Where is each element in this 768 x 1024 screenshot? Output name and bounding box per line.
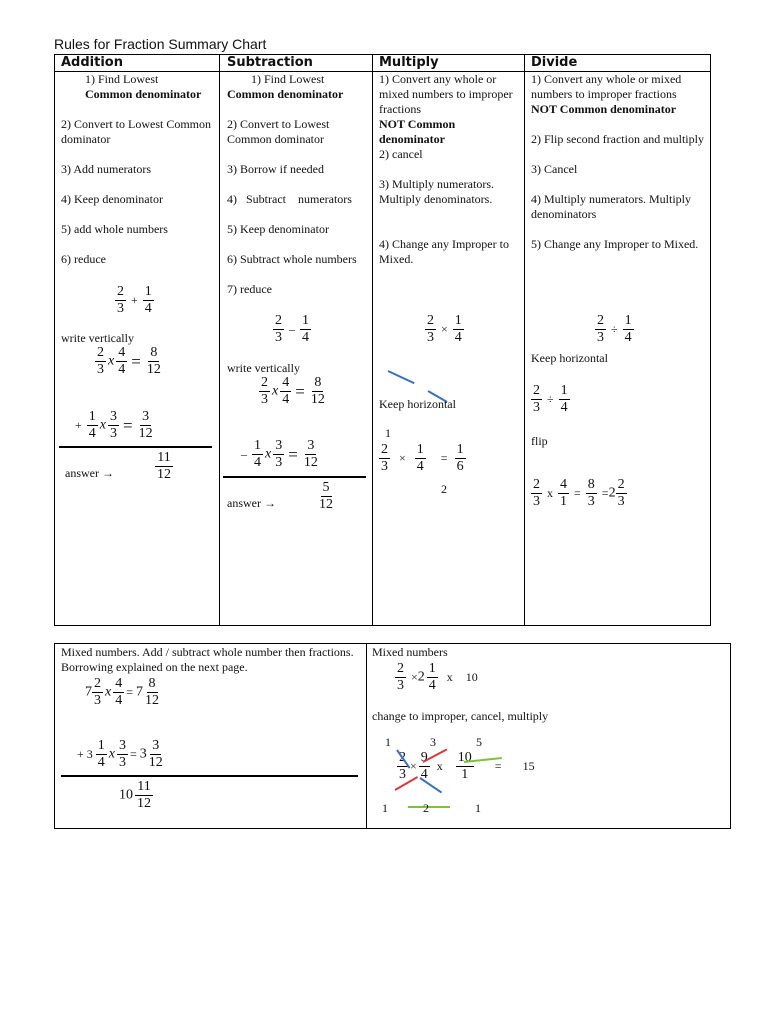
fraction: $\frac{1}{4}$ (97, 738, 105, 770)
fraction: $\frac{2}{3}$ (399, 750, 406, 782)
fraction: $\frac{2}{3}$ (275, 313, 282, 345)
fraction: $\frac{11}{12}$ (157, 450, 171, 482)
header-subtraction: Subtraction (227, 55, 313, 70)
fraction: $\frac{3}{3}$ (275, 438, 283, 470)
fraction: $\frac{1}{4}$ (88, 409, 96, 441)
multiply-cancel-top: 1 (385, 426, 391, 440)
mixed-multiply-title: Mixed numbers (372, 645, 448, 659)
multiply-keep-horizontal: Keep horizontal (379, 397, 456, 411)
fraction: $\frac{1}{4}$ (254, 438, 261, 470)
multiply-step-3: 3) Multiply numerators. Multiply denominators. (379, 177, 494, 206)
addition-step-1: 1) Find Lowest (85, 72, 159, 86)
fraction: $\frac{3}{12}$ (303, 438, 318, 470)
fraction: $\frac{2}{3}$ (117, 284, 124, 316)
subtraction-step-6: 6) Subtract whole numbers (227, 252, 357, 266)
mixed-add-line-2: + 3 $\frac{1}{4}$ x $\frac{3}{3}$ = 3 $\frac{3}{12}$ (77, 738, 163, 770)
fraction: $\frac{4}{4}$ (115, 676, 123, 708)
fraction: $\frac{2}{3}$ (617, 477, 625, 509)
fraction: $\frac{2}{3}$ (533, 383, 540, 415)
fraction: $\frac{4}{1}$ (560, 477, 567, 509)
subtraction-difference-line (223, 476, 366, 478)
cancel-top-2: 3 (430, 735, 436, 749)
fraction: $\frac{8}{12}$ (146, 345, 161, 377)
mixed-cancel-expression: $\frac{2}{3}$ × $\frac{9}{4}$ x $\frac{10}{1}$ = 15 (399, 750, 535, 782)
fraction: $\frac{1}{4}$ (302, 313, 309, 345)
fraction-rules-table (54, 54, 711, 626)
addition-step-2: 2) Convert to Lowest Common dominator (61, 117, 211, 146)
page-title: Rules for Fraction Summary Chart (54, 36, 267, 52)
divide-flip-example: $\frac{2}{3}$ x $\frac{4}{1}$ = $\frac{8}{3}$ =2 $\frac{2}{3}$ (533, 477, 625, 509)
subtraction-step-1: 1) Find Lowest (251, 72, 325, 86)
fraction: $\frac{11}{12}$ (137, 779, 151, 811)
subtraction-vertical-line-2: – $\frac{1}{4}$ x $\frac{3}{3}$ = $\frac{3}{12}$ (241, 438, 318, 470)
subtraction-step-2: 2) Convert to Lowest Common dominator (227, 117, 330, 146)
subtraction-vertical-line-1: $\frac{2}{3}$ x $\frac{4}{4}$ = $\frac{8}{12}$ (261, 375, 325, 407)
divide-step-4: 4) Multiply numerators. Multiply denominators (531, 192, 691, 221)
subtraction-answer (315, 480, 337, 513)
fraction: $\frac{2}{3}$ (397, 661, 404, 693)
mixed-add-subtract-text: Mixed numbers. Add / subtract whole number then fractions. Borrowing explained on the next page. (61, 645, 354, 674)
subtraction-step-3: 3) Borrow if needed (227, 162, 324, 176)
subtraction-steps (227, 72, 369, 297)
addition-vertical-line-2: + $\frac{1}{4}$ x $\frac{3}{3}$ = $\frac{3}{12}$ (75, 409, 153, 441)
cancel-top-3: 5 (476, 735, 482, 749)
fraction: $\frac{4}{4}$ (282, 375, 290, 407)
fraction: $\frac{1}{4}$ (428, 661, 436, 693)
addition-vertical-line-1: $\frac{2}{3}$ x $\frac{4}{4}$ = $\frac{8}{12}$ (97, 345, 161, 377)
fraction: $\frac{1}{6}$ (456, 442, 464, 474)
fraction: $\frac{1}{4}$ (560, 383, 568, 415)
cancel-bottom-1: 1 (382, 801, 388, 815)
multiply-step-1-bold: NOT Common denominator (379, 117, 456, 146)
fraction: $\frac{1}{4}$ (454, 313, 462, 345)
mixed-multiply-expression: $\frac{2}{3}$ ×2 $\frac{1}{4}$ x 10 (397, 661, 478, 693)
multiply-cancel-example: $\frac{2}{3}$ × $\frac{1}{4}$ = $\frac{1}{6}$ (381, 442, 464, 474)
multiply-example: $\frac{2}{3}$ × $\frac{1}{4}$ (427, 313, 462, 345)
multiply-cancel-mark (388, 370, 415, 384)
fraction: $\frac{5}{12}$ (319, 480, 333, 512)
subtraction-step-4: 4) Subtract numerators (227, 192, 352, 206)
addition-steps (61, 72, 217, 267)
subtraction-step-5: 5) Keep denominator (227, 222, 329, 236)
subtraction-example: $\frac{2}{3}$ – $\frac{1}{4}$ (275, 313, 309, 345)
mixed-numbers-table (54, 643, 731, 829)
cancel-stroke-green (408, 806, 450, 808)
fraction: $\frac{8}{3}$ (587, 477, 595, 509)
multiply-step-4: 4) Change any Improper to Mixed. (379, 237, 509, 266)
subtraction-step-1-bold: Common denominator (227, 87, 344, 101)
divide-step-2: 2) Flip second fraction and multiply (531, 132, 704, 146)
subtraction-write-vertically: write vertically (227, 361, 300, 375)
divide-step-1-bold: NOT Common denominator (531, 102, 677, 116)
fraction: $\frac{2}{3}$ (597, 313, 604, 345)
addition-example: $\frac{2}{3}$ + $\frac{1}{4}$ (117, 284, 152, 316)
addition-step-6: 6) reduce (61, 252, 106, 266)
fraction: $\frac{1}{4}$ (624, 313, 632, 345)
mixed-add-answer: 10 $\frac{11}{12}$ (119, 779, 151, 811)
subtraction-answer-label: answer → (227, 496, 276, 510)
header-divide: Divide (531, 55, 578, 70)
cancel-top-1: 1 (385, 735, 391, 749)
mixed-multiply-instruction: change to improper, cancel, multiply (372, 709, 549, 723)
multiply-step-1: 1) Convert any whole or mixed numbers to improper fractions (379, 72, 513, 116)
fraction: $\frac{2}{3}$ (533, 477, 540, 509)
fraction: $\frac{8}{12}$ (145, 676, 159, 708)
fraction: $\frac{4}{4}$ (118, 345, 126, 377)
divide-horizontal-example: $\frac{2}{3}$ ÷ $\frac{1}{4}$ (533, 383, 568, 415)
divide-step-3: 3) Cancel (531, 162, 578, 176)
addition-step-3: 3) Add numerators (61, 162, 151, 176)
divide-example: $\frac{2}{3}$ ÷ $\frac{1}{4}$ (597, 313, 632, 345)
fraction: $\frac{2}{3}$ (427, 313, 434, 345)
addition-step-4: 4) Keep denominator (61, 192, 163, 206)
divide-steps (531, 72, 709, 252)
fraction: $\frac{3}{12}$ (148, 738, 163, 770)
divide-step-1: 1) Convert any whole or mixed numbers to improper fractions (531, 72, 682, 101)
addition-step-5: 5) add whole numbers (61, 222, 168, 236)
fraction: $\frac{2}{3}$ (381, 442, 388, 474)
multiply-steps (379, 72, 519, 267)
fraction: $\frac{3}{3}$ (110, 409, 117, 441)
cancel-bottom-2: 2 (423, 801, 429, 815)
header-multiply: Multiply (379, 55, 439, 70)
fraction: $\frac{2}{3}$ (94, 676, 101, 708)
fraction: $\frac{1}{4}$ (144, 284, 152, 316)
subtraction-step-7: 7) reduce (227, 282, 272, 296)
addition-answer (153, 450, 175, 483)
fraction: $\frac{3}{12}$ (138, 409, 153, 441)
divide-step-5: 5) Change any Improper to Mixed. (531, 237, 699, 251)
fraction: $\frac{10}{1}$ (457, 750, 472, 782)
multiply-cancel-bottom: 2 (441, 482, 447, 496)
addition-sum-line (59, 446, 212, 448)
fraction: $\frac{1}{4}$ (416, 442, 424, 474)
header-addition: Addition (61, 55, 123, 70)
addition-step-1-bold: Common denominator (85, 87, 202, 101)
mixed-sum-line (61, 775, 358, 777)
addition-write-vertically: write vertically (61, 331, 134, 345)
divide-keep-horizontal: Keep horizontal (531, 351, 608, 365)
divide-flip-label: flip (531, 434, 548, 448)
fraction: $\frac{9}{4}$ (420, 750, 428, 782)
addition-answer-label: answer → (65, 466, 114, 480)
fraction: $\frac{3}{3}$ (119, 738, 126, 770)
fraction: $\frac{2}{3}$ (261, 375, 268, 407)
mixed-add-line-1: 7 $\frac{2}{3}$ x $\frac{4}{4}$ = 7 $\frac{8}{12}$ (85, 676, 159, 708)
fraction: $\frac{2}{3}$ (97, 345, 104, 377)
fraction: $\frac{8}{12}$ (310, 375, 325, 407)
multiply-step-2: 2) cancel (379, 147, 423, 161)
cancel-bottom-3: 1 (475, 801, 481, 815)
